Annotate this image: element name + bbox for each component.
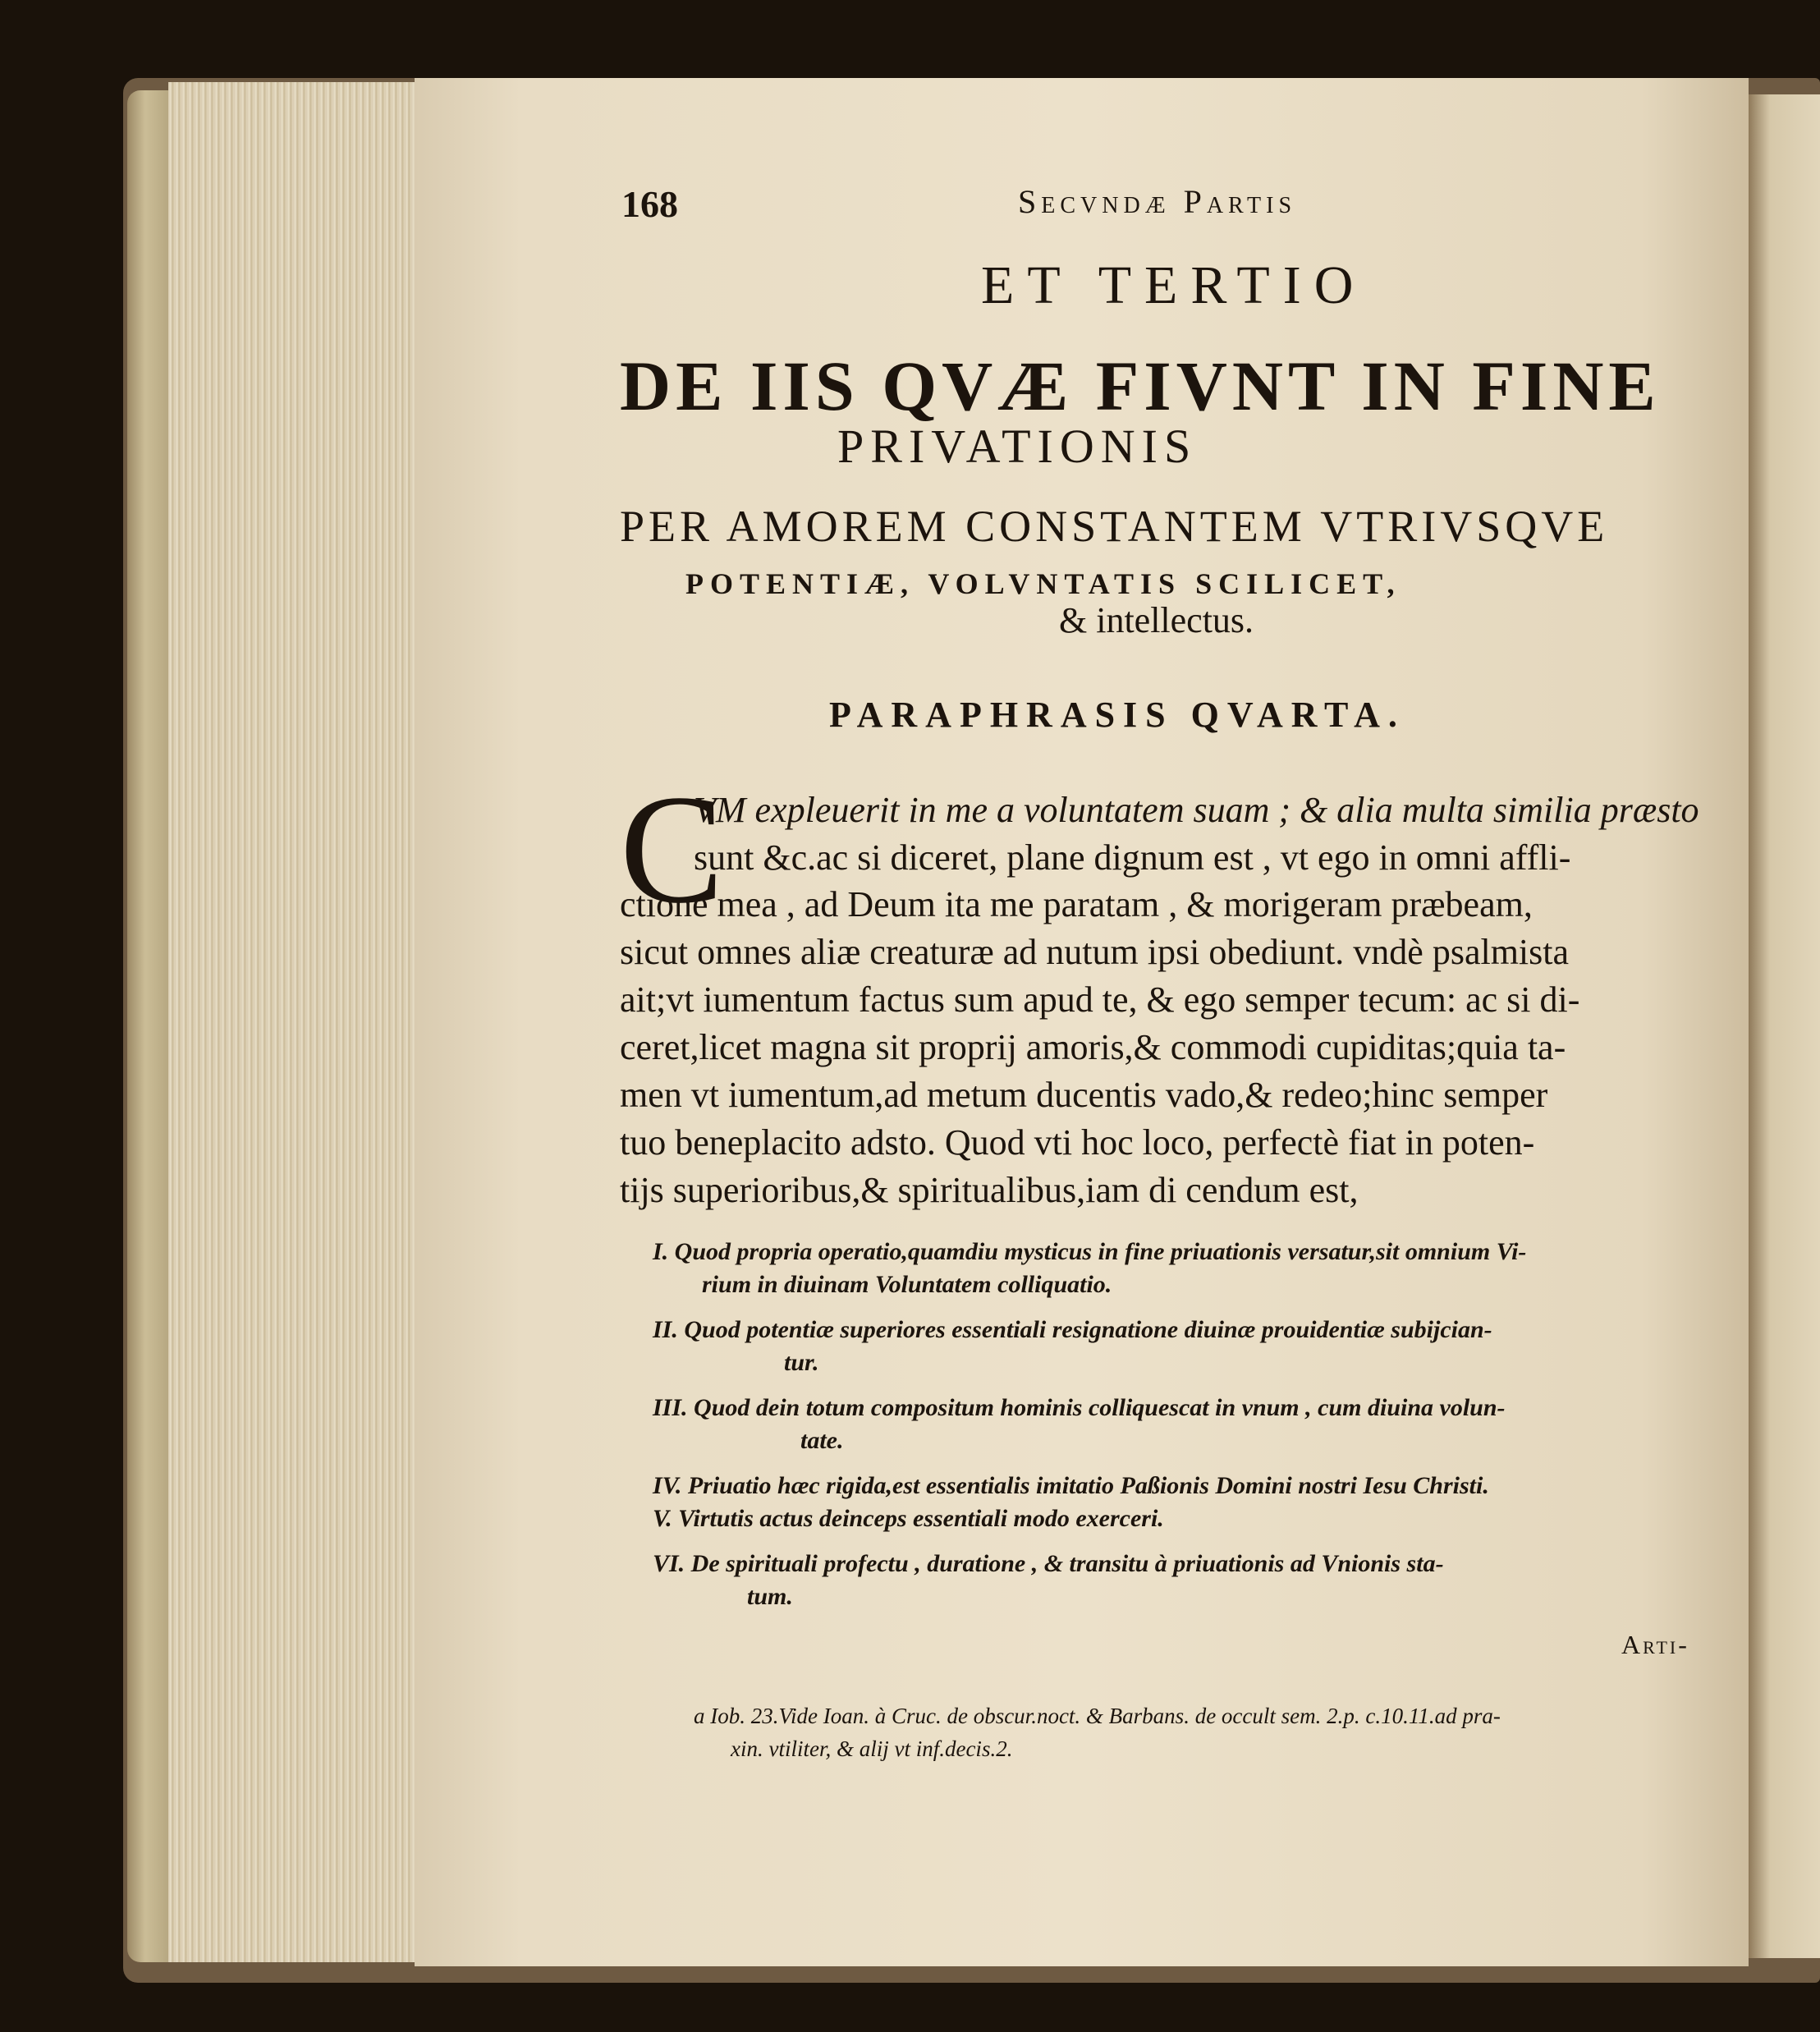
body-line: tuo beneplacito adsto. Quod vti hoc loco, perfectè fiat in poten- [620, 1122, 1535, 1163]
running-head: Secvndæ Partis [1018, 183, 1297, 220]
list-item-continuation: tum. [747, 1583, 793, 1610]
section-subtitle: PARAPHRASIS QVARTA. [829, 695, 1405, 735]
footnote-line: xin. vtiliter, & alij vt inf.decis.2. [731, 1736, 1013, 1761]
book-cover-edge [127, 90, 172, 1962]
list-item-continuation: tate. [800, 1427, 844, 1454]
catchword: Arti- [1621, 1630, 1689, 1659]
body-line: sunt &c.ac si diceret, plane dignum est , vt ego in omni affli- [694, 837, 1571, 878]
list-item: III. Quod dein totum compositum hominis colliquescat in vnum , cum diuina volun- [653, 1394, 1506, 1421]
drop-cap: C [620, 764, 724, 936]
list-item-continuation: rium in diuinam Voluntatem colliquatio. [702, 1271, 1112, 1298]
list-item: II. Quod potentiæ superiores essentiali resignatione diuinæ prouidentiæ subijcian- [653, 1316, 1492, 1343]
list-item: VI. De spirituali profectu , duratione , & transitu à priuationis ad Vnionis sta- [653, 1550, 1444, 1577]
title-line-1: ET TERTIO [981, 255, 1367, 315]
title-line-3: PRIVATIONIS [837, 420, 1198, 473]
title-line-5: POTENTIÆ, VOLVNTATIS SCILICET, [685, 567, 1401, 600]
list-item: IV. Priuatio hæc rigida,est essentialis imitatio Paßionis Domini nostri Iesu Christi. [653, 1472, 1489, 1499]
title-line-6: & intellectus. [1059, 600, 1254, 640]
facing-page-edge [1749, 94, 1820, 1958]
body-line: ctione mea , ad Deum ita me paratam , & morigeram præbeam, [620, 884, 1533, 924]
body-line: ait;vt iumentum factus sum apud te, & ego semper tecum: ac si di- [620, 979, 1580, 1020]
body-line: men vt iumentum,ad metum ducentis vado,& redeo;hinc semper [620, 1075, 1548, 1115]
body-line: ceret,licet magna sit proprij amoris,& commodi cupiditas;quia ta- [620, 1027, 1566, 1067]
body-line: tijs superioribus,& spiritualibus,iam di cendum est, [620, 1170, 1359, 1210]
list-item-continuation: tur. [784, 1349, 819, 1376]
footnote-line: a Iob. 23.Vide Ioan. à Cruc. de obscur.noct. & Barbans. de occult sem. 2.p. c.10.11.ad pra- [694, 1704, 1501, 1728]
body-line: VM expleuerit in me a voluntatem suam ; & alia multa similia præsto [694, 790, 1699, 830]
body-line: sicut omnes aliæ creaturæ ad nutum ipsi obediunt. vndè psalmista [620, 932, 1570, 972]
title-line-2: DE IIS QVÆ FIVNT IN FINE [620, 346, 1661, 425]
list-item: I. Quod propria operatio,quamdiu mysticus in fine priuationis versatur,sit omnium Vi- [653, 1238, 1527, 1265]
list-item: V. Virtutis actus deinceps essentiali modo exerceri. [653, 1505, 1164, 1532]
page-stack-edges [168, 82, 431, 1962]
page-number: 168 [621, 183, 678, 225]
title-line-4: PER AMOREM CONSTANTEM VTRIVSQVE [620, 502, 1609, 551]
